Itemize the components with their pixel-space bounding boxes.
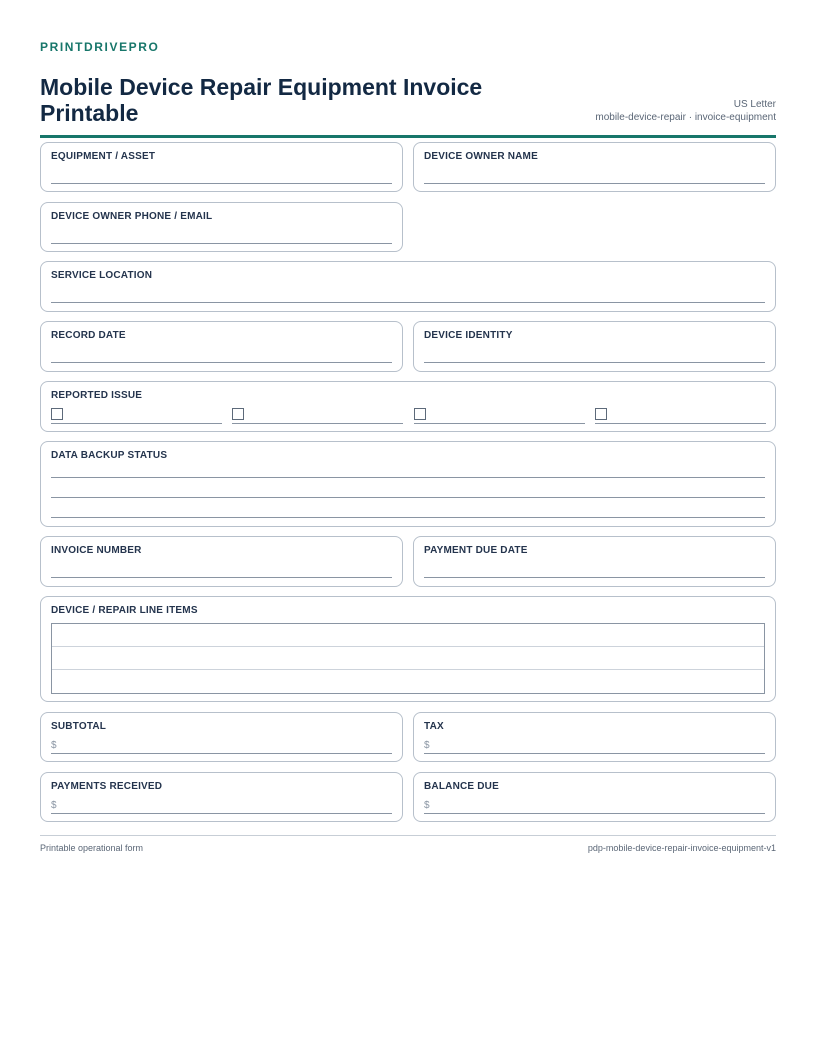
form-tags: mobile-device-repair · invoice-equipment — [595, 112, 776, 123]
field-label: PAYMENT DUE DATE — [424, 545, 528, 556]
field-label: RECORD DATE — [51, 330, 126, 341]
write-line[interactable] — [51, 362, 392, 363]
write-line[interactable] — [51, 243, 392, 244]
footer-note: Printable operational form — [40, 843, 144, 853]
write-line[interactable] — [51, 302, 765, 303]
payment-due-date-field[interactable] — [413, 536, 776, 587]
balance-due-field[interactable] — [413, 772, 776, 822]
checkbox[interactable] — [414, 408, 426, 420]
page-title: Mobile Device Repair Equipment Invoice Printable — [40, 74, 483, 126]
checkbox[interactable] — [232, 408, 244, 420]
write-line[interactable] — [595, 423, 766, 424]
write-line[interactable] — [414, 423, 585, 424]
write-line[interactable] — [424, 753, 765, 754]
issue-option-2[interactable] — [232, 408, 403, 424]
record-date-field[interactable] — [40, 321, 403, 372]
field-label: DEVICE OWNER PHONE / EMAIL — [51, 211, 213, 222]
currency-prefix: $ — [424, 800, 430, 811]
brand-name: PRINTDRIVEPRO — [40, 40, 160, 54]
write-line[interactable] — [51, 813, 392, 814]
write-line[interactable] — [424, 183, 765, 184]
field-label: SERVICE LOCATION — [51, 270, 153, 281]
checkbox[interactable] — [595, 408, 607, 420]
currency-prefix: $ — [51, 740, 57, 751]
field-label: EQUIPMENT / ASSET — [51, 151, 156, 162]
write-line[interactable] — [232, 423, 403, 424]
field-label: DEVICE OWNER NAME — [424, 151, 538, 162]
checkbox[interactable] — [51, 408, 63, 420]
page-header — [40, 54, 776, 138]
line-items-section — [40, 596, 776, 702]
write-line[interactable] — [51, 753, 392, 754]
write-line[interactable] — [424, 362, 765, 363]
device-owner-name-field[interactable] — [413, 142, 776, 192]
field-label: BALANCE DUE — [424, 781, 499, 792]
equipment-asset-field[interactable] — [40, 142, 403, 192]
device-identity-field[interactable] — [413, 321, 776, 372]
invoice-number-field[interactable] — [40, 536, 403, 587]
invoice-page — [40, 40, 776, 138]
table-row[interactable] — [52, 647, 764, 670]
device-owner-contact-field[interactable] — [40, 202, 403, 252]
write-line[interactable] — [51, 517, 765, 518]
write-line[interactable] — [51, 577, 392, 578]
table-row[interactable] — [52, 624, 764, 647]
currency-prefix: $ — [424, 740, 430, 751]
issue-option-1[interactable] — [51, 408, 222, 424]
issue-option-3[interactable] — [414, 408, 585, 424]
field-label: PAYMENTS RECEIVED — [51, 781, 163, 792]
paper-size-label: US Letter — [733, 99, 776, 110]
write-line[interactable] — [51, 423, 222, 424]
field-label: DEVICE / REPAIR LINE ITEMS — [51, 605, 198, 616]
field-label: DATA BACKUP STATUS — [51, 450, 168, 461]
page-footer — [40, 835, 776, 853]
currency-prefix: $ — [51, 800, 57, 811]
form-id: pdp-mobile-device-repair-invoice-equipment-v1 — [587, 843, 776, 853]
write-line[interactable] — [424, 813, 765, 814]
write-line[interactable] — [51, 477, 765, 478]
write-line[interactable] — [51, 497, 765, 498]
data-backup-status-field[interactable] — [40, 441, 776, 527]
subtotal-field[interactable] — [40, 712, 403, 762]
write-line[interactable] — [51, 183, 392, 184]
header-meta — [595, 98, 776, 124]
reported-issue-field — [40, 381, 776, 432]
table-row[interactable] — [52, 670, 764, 693]
field-label: SUBTOTAL — [51, 721, 107, 732]
field-label: DEVICE IDENTITY — [424, 330, 513, 341]
field-label: INVOICE NUMBER — [51, 545, 142, 556]
field-label: REPORTED ISSUE — [51, 390, 143, 401]
line-items-table — [51, 623, 765, 694]
tax-field[interactable] — [413, 712, 776, 762]
field-label: TAX — [424, 721, 444, 732]
service-location-field[interactable] — [40, 261, 776, 312]
issue-option-4[interactable] — [595, 408, 766, 424]
payments-received-field[interactable] — [40, 772, 403, 822]
write-line[interactable] — [424, 577, 765, 578]
